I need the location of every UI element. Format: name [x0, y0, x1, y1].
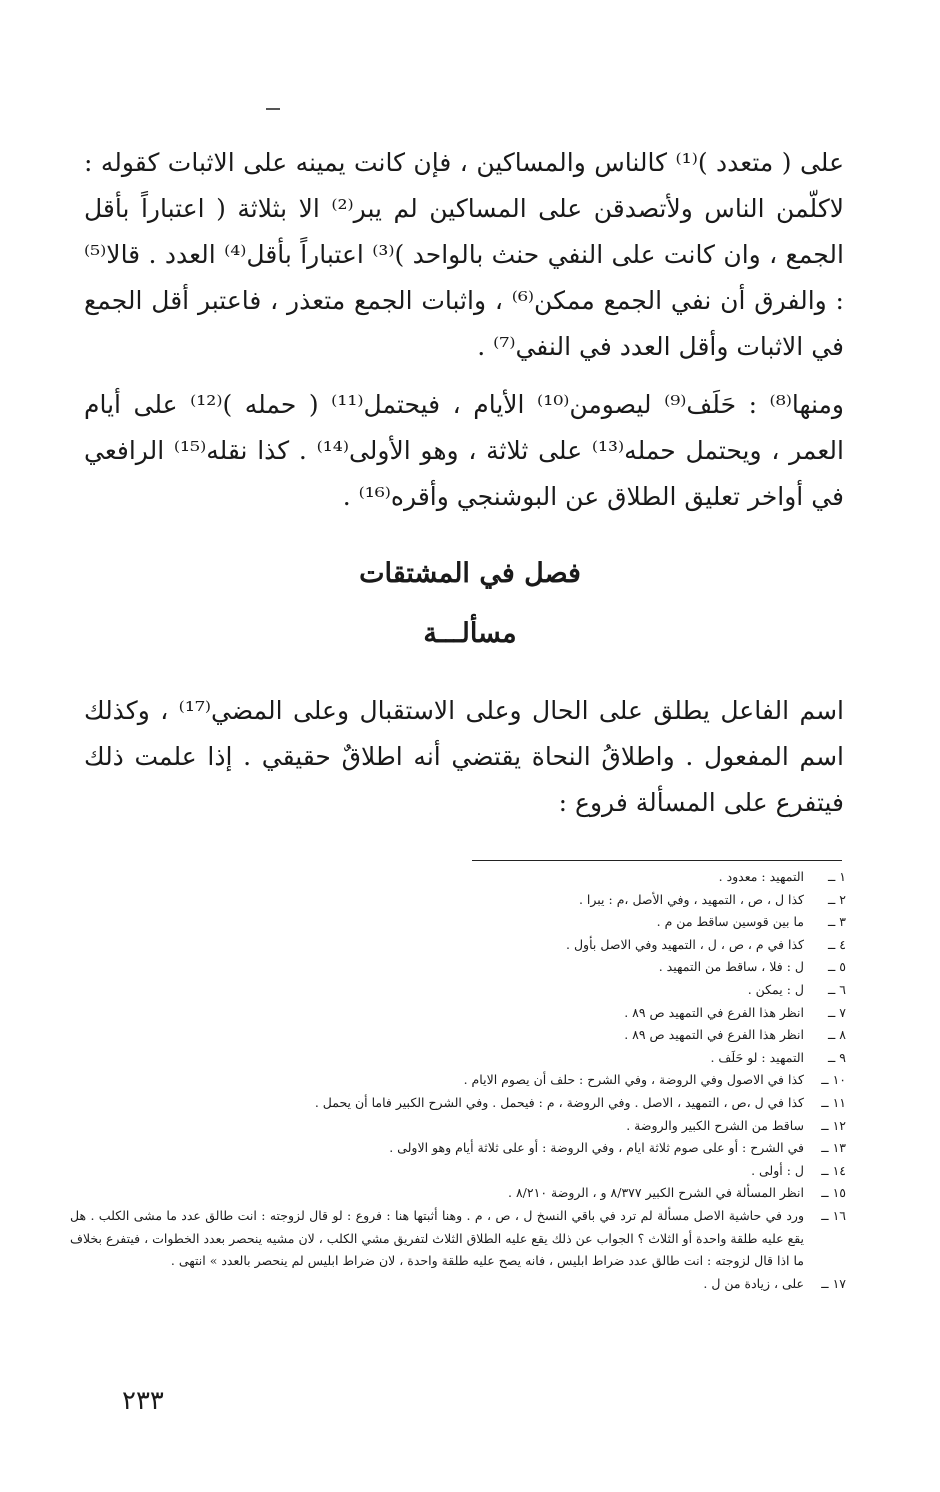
footnote-3: [70, 911, 846, 934]
page-number: ٢٣٣: [122, 1386, 164, 1416]
issue-heading: مسألـــة: [423, 618, 517, 649]
footnote-number: ٧ ــ: [827, 1004, 846, 1020]
footnote-14: [70, 1160, 846, 1183]
footnote-text: كذا ل ، ص ، التمهيد ، وفي الأصل ،م : يبرا .: [578, 891, 804, 907]
footnote-9: [70, 1047, 846, 1070]
footnote-divider: [472, 860, 842, 861]
footnote-17: [70, 1273, 846, 1296]
footnote-8: [70, 1024, 846, 1047]
footnote-1: [70, 866, 846, 889]
footnote-text: التمهيد : لو حَلَف .: [710, 1049, 804, 1065]
footnote-text: انظر المسألة في الشرح الكبير ٨/٣٧٧ و ، الروضة ٨/٢١٠ .: [508, 1185, 804, 1201]
footnotes: [70, 866, 846, 1295]
footnote-number: ١٢ ــ: [821, 1117, 846, 1133]
footnote-text: في الشرح : أو على صوم ثلاثة ايام ، وفي الروضة : أو على ثلاثة أيام وهو الاولى .: [389, 1140, 804, 1156]
paragraph-1: على ( متعدد )⁽¹⁾ كالناس والمساكين ، فإن كانت يمينه على الاثبات كقوله : لاكلّمن الناس ولأتصدقن على المساكين لم يبر⁽²⁾ الا بثلاثة ( اعتباراً بأقل الجمع ، وان كانت على النفي حنث بالواحد )⁽³⁾ اعتباراً بأقل⁽⁴⁾ العدد . قالا⁽⁵⁾ : والفرق أن نفي الجمع ممكن⁽⁶⁾ ، واثبات الجمع متعذر ، فاعتبر أقل الجمع في الاثبات وأقل العدد في النفي⁽⁷⁾ .: [84, 148, 844, 361]
footnote-text: كذا في ل ،ص ، التمهيد ، الاصل . وفي الروضة ، م : فيحمل . وفي الشرح الكبير فاما أن يحمل .: [314, 1094, 804, 1110]
footnote-7: [70, 1002, 846, 1025]
footnote-12: [70, 1115, 846, 1138]
footnote-number: ٣ ــ: [827, 914, 846, 930]
footnote-text: انظر هذا الفرع في التمهيد ص ٨٩ .: [624, 1004, 804, 1020]
footnote-text: ساقط من الشرح الكبير والروضة .: [626, 1117, 804, 1133]
section-heading: فصل في المشتقات: [359, 558, 581, 589]
footnote-number: ٤ ــ: [827, 936, 846, 952]
top-dash-mark: [266, 108, 280, 110]
footnote-number: ٦ ــ: [827, 981, 846, 997]
footnote-text: ورد في حاشية الاصل مسألة لم ترد في باقي النسخ ل ، ص ، م . وهنا أثبتها هنا : فروع : لو قال لزوجته : انت طالق عدد ما مشى الكلب . هل يقع عليه طلقة واحدة أو الثلاث ؟ الجواب عن ذلك يقع عليه الطلاق الثلاث لتفريق مشي الكلب ، لان مشيه ينحصر بعدد الخطوات ، فيتفرع بخلاف ما اذا قال لزوجته : انت طالق عدد ضراط ابليس ، فانه يصح عليه طلقة واحدة ، لان ضراط ابليس لم ينحصر بالعدد » انتهى .: [70, 1207, 804, 1269]
footnote-5: [70, 956, 846, 979]
footnote-number: ٩ ــ: [827, 1049, 846, 1065]
footnote-15: [70, 1182, 846, 1205]
footnote-number: ١١ ــ: [821, 1094, 846, 1110]
footnote-number: ٥ ــ: [827, 959, 846, 975]
footnote-number: ١٠ ــ: [821, 1072, 846, 1088]
footnote-text: ل : فلا ، ساقط من التمهيد .: [658, 959, 804, 975]
footnote-text: التمهيد : معدود .: [718, 869, 804, 884]
footnote-number: ١٣ ــ: [821, 1140, 846, 1156]
paragraph-3: اسم الفاعل يطلق على الحال وعلى الاستقبال وعلى المضي⁽¹⁷⁾ ، وكذلك اسم المفعول . واطلاقُ النحاة يقتضي أنه اطلاقٌ حقيقي . إذا علمت ذلك فيتفرع على المسألة فروع :: [84, 696, 844, 817]
footnote-4: [70, 934, 846, 957]
footnote-6: [70, 979, 846, 1002]
footnote-number: ١٧ ــ: [821, 1275, 846, 1291]
footnote-16: [70, 1205, 846, 1273]
footnote-2: [70, 889, 846, 912]
footnote-10: [70, 1069, 846, 1092]
footnote-text: كذا في م ، ص ، ل ، التمهيد وفي الاصل بأول .: [566, 936, 804, 952]
footnote-number: ١٦ ــ: [821, 1207, 846, 1223]
footnote-text: ل : يمكن .: [747, 981, 804, 997]
footnote-number: ٢ ــ: [827, 891, 846, 907]
footnote-11: [70, 1092, 846, 1115]
footnote-number: ١٥ ــ: [821, 1185, 846, 1201]
footnote-text: ما بين قوسين ساقط من م .: [656, 914, 804, 930]
footnote-text: انظر هذا الفرع في التمهيد ص ٨٩ .: [624, 1027, 804, 1043]
footnote-text: كذا في الاصول وفي الروضة ، وفي الشرح : حلف أن يصوم الايام .: [463, 1072, 804, 1088]
footnote-number: ١ ــ: [827, 869, 846, 884]
footnote-number: ٨ ــ: [827, 1027, 846, 1043]
footnote-text: ل : أولى .: [751, 1162, 804, 1178]
footnote-number: ١٤ ــ: [821, 1162, 846, 1178]
paragraph-2: ومنها⁽⁸⁾ : حَلَف⁽⁹⁾ ليصومن⁽¹⁰⁾ الأيام ، فيحتمل⁽¹¹⁾ ( حمله )⁽¹²⁾ على أيام العمر ، ويحتمل حمله⁽¹³⁾ على ثلاثة ، وهو الأولى⁽¹⁴⁾ . كذا نقله⁽¹⁵⁾ الرافعي في أواخر تعليق الطلاق عن البوشنجي وأقره⁽¹⁶⁾ .: [84, 390, 845, 511]
footnote-text: على ، زيادة من ل .: [703, 1275, 804, 1291]
footnote-13: [70, 1137, 846, 1160]
